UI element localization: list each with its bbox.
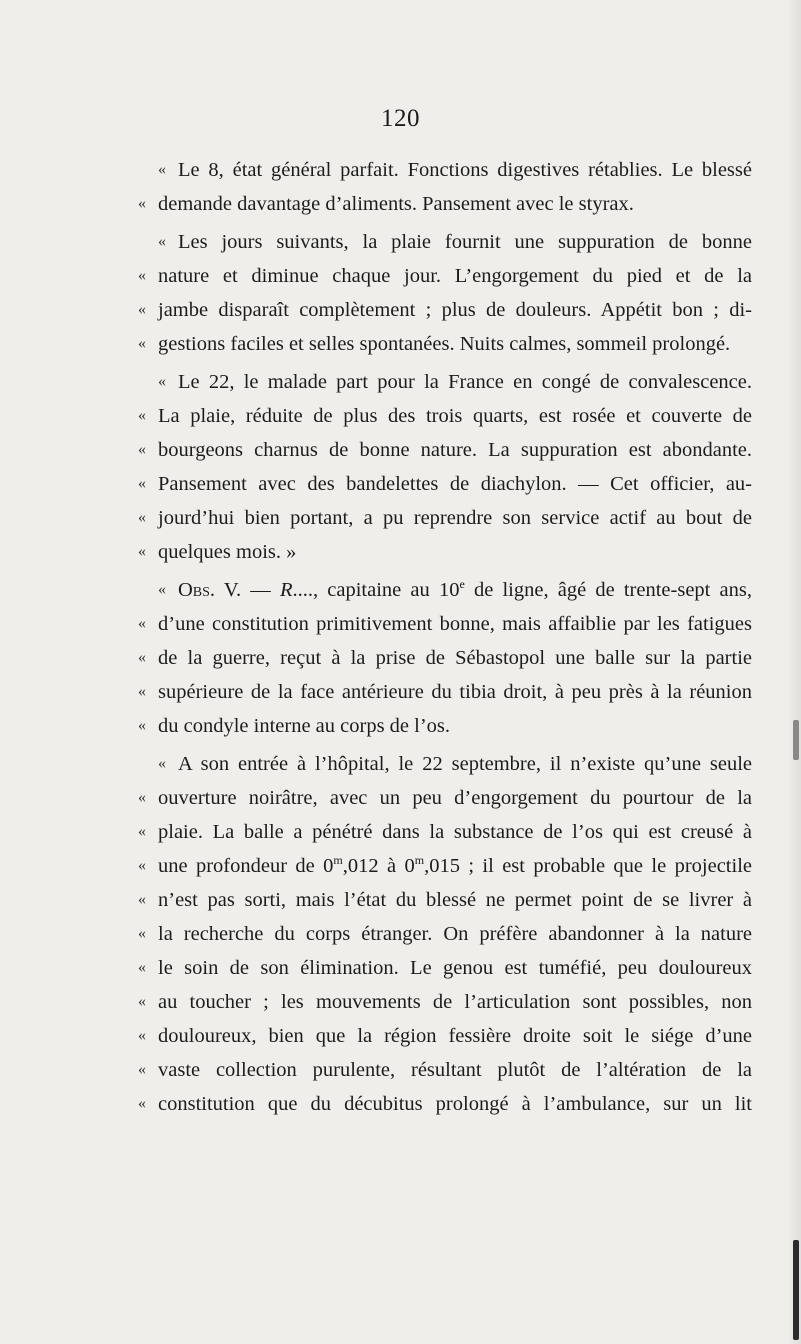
quote-mark: « [138,683,146,700]
line-text: vaste collection purulente, résultant plutôt de l’altération de la [158,1059,752,1081]
text-line [100,501,752,535]
quote-mark: « [138,475,146,492]
text-line [100,1053,752,1087]
quote-mark: « [138,891,146,908]
line-text: Les jours suivants, la plaie fournit une suppuration de bonne [178,231,752,253]
text-line [100,399,752,433]
text-run: de ligne, âgé de trente-sept ans, [464,579,752,601]
line-text: quelques mois. » [158,541,297,563]
text-line [100,985,752,1019]
line-text: du condyle interne au corps de l’os. [158,715,451,737]
text-run: m [333,853,343,868]
text-run: — [241,579,280,601]
quote-mark: « [138,1095,146,1112]
quote-mark: « [138,649,146,666]
quote-mark: « [138,823,146,840]
quote-mark: « [158,755,166,772]
text-run: R [279,579,293,601]
text-line [100,1087,752,1121]
line-text: A son entrée à l’hôpital, le 22 septembre, il n’existe qu’une seule [178,753,752,775]
text-line [100,535,752,569]
text-line [100,225,752,259]
line-text: Le 22, le malade part pour la France en congé de convalescence. [178,371,752,393]
quote-mark: « [138,267,146,284]
page-edge-mark [793,720,799,760]
line-text: plaie. La balle a pénétré dans la substance de l’os qui est creusé à [158,821,752,843]
line-text: La plaie, réduite de plus des trois quarts, est rosée et couverte de [158,405,752,427]
text-line [100,467,752,501]
quote-mark: « [138,335,146,352]
text-line [100,781,752,815]
text-run: ...., capitaine au 10 [292,579,460,601]
text-line [100,259,752,293]
line-text: au toucher ; les mouvements de l’articulation sont possibles, non [158,991,752,1013]
quote-mark: « [138,1027,146,1044]
line-text [178,573,752,607]
line-text: supérieure de la face antérieure du tibia droit, à peu près à la réunion [158,681,752,703]
line-text: nature et diminue chaque jour. L’engorgement du pied et de la [158,265,752,287]
text-line [100,849,752,883]
line-text: bourgeons charnus de bonne nature. La suppuration est abondante. [158,439,752,461]
text-line [100,709,752,743]
line-text: constitution que du décubitus prolongé à l’ambulance, sur un lit [158,1093,752,1115]
line-text: Pansement avec des bandelettes de diachylon. — Cet officier, au- [158,473,752,495]
quote-mark: « [138,195,146,212]
line-text [158,849,752,883]
text-line [100,365,752,399]
text-run: une profondeur de 0 [158,855,334,877]
quote-mark: « [138,717,146,734]
quote-mark: « [138,301,146,318]
text-line [100,815,752,849]
line-text: douloureux, bien que la région fessière droite soit le siége d’une [158,1025,752,1047]
line-text: d’une constitution primitivement bonne, mais affaiblie par les fatigues [158,613,752,635]
page-edge-mark [793,1240,799,1340]
line-text: demande davantage d’aliments. Pansement avec le styrax. [158,193,634,215]
text-line [100,675,752,709]
quote-mark: « [158,581,166,598]
quote-mark: « [138,789,146,806]
quote-mark: « [138,509,146,526]
text-run: Obs. V. [178,579,242,601]
quote-mark: « [138,959,146,976]
text-line [100,1019,752,1053]
line-text: le soin de son élimination. Le genou est tuméfié, peu douloureux [158,957,752,979]
quote-mark: « [138,925,146,942]
text-line [100,747,752,781]
text-line [100,153,752,187]
text-line [100,573,752,607]
quote-mark: « [138,441,146,458]
quote-mark: « [138,857,146,874]
line-text: de la guerre, reçut à la prise de Sébastopol une balle sur la partie [158,647,752,669]
text-run: ,012 à 0 [342,855,415,877]
quote-mark: « [138,993,146,1010]
quote-mark: « [158,233,166,250]
line-text: la recherche du corps étranger. On préfère abandonner à la nature [158,923,752,945]
page-edge-shadow [787,0,801,1344]
quote-mark: « [138,543,146,560]
text-line [100,641,752,675]
line-text: ouverture noirâtre, avec un peu d’engorgement du pourtour de la [158,787,752,809]
text-line [100,917,752,951]
quote-mark: « [138,615,146,632]
line-text: Le 8, état général parfait. Fonctions digestives rétablies. Le blessé [178,159,752,181]
text-line [100,951,752,985]
page-number: 120 [381,105,420,132]
text-run: m [414,853,425,868]
text-line [100,293,752,327]
text-line [100,433,752,467]
quote-mark: « [158,161,166,178]
quote-mark: « [138,407,146,424]
quote-mark: « [138,1061,146,1078]
text-run: ,015 ; il est probable que le projectile [424,855,752,877]
text-line [100,883,752,917]
text-run: e [459,577,465,592]
text-line [100,607,752,641]
line-text: n’est pas sorti, mais l’état du blessé ne permet point de se livrer à [158,889,752,911]
text-line [100,327,752,361]
body-text [100,153,752,1121]
line-text: jambe disparaît complètement ; plus de douleurs. Appétit bon ; di- [158,299,752,321]
text-line [100,187,752,221]
line-text: jourd’hui bien portant, a pu reprendre son service actif au bout de [158,507,752,529]
line-text: gestions faciles et selles spontanées. Nuits calmes, sommeil prolongé. [158,333,731,355]
quote-mark: « [158,373,166,390]
